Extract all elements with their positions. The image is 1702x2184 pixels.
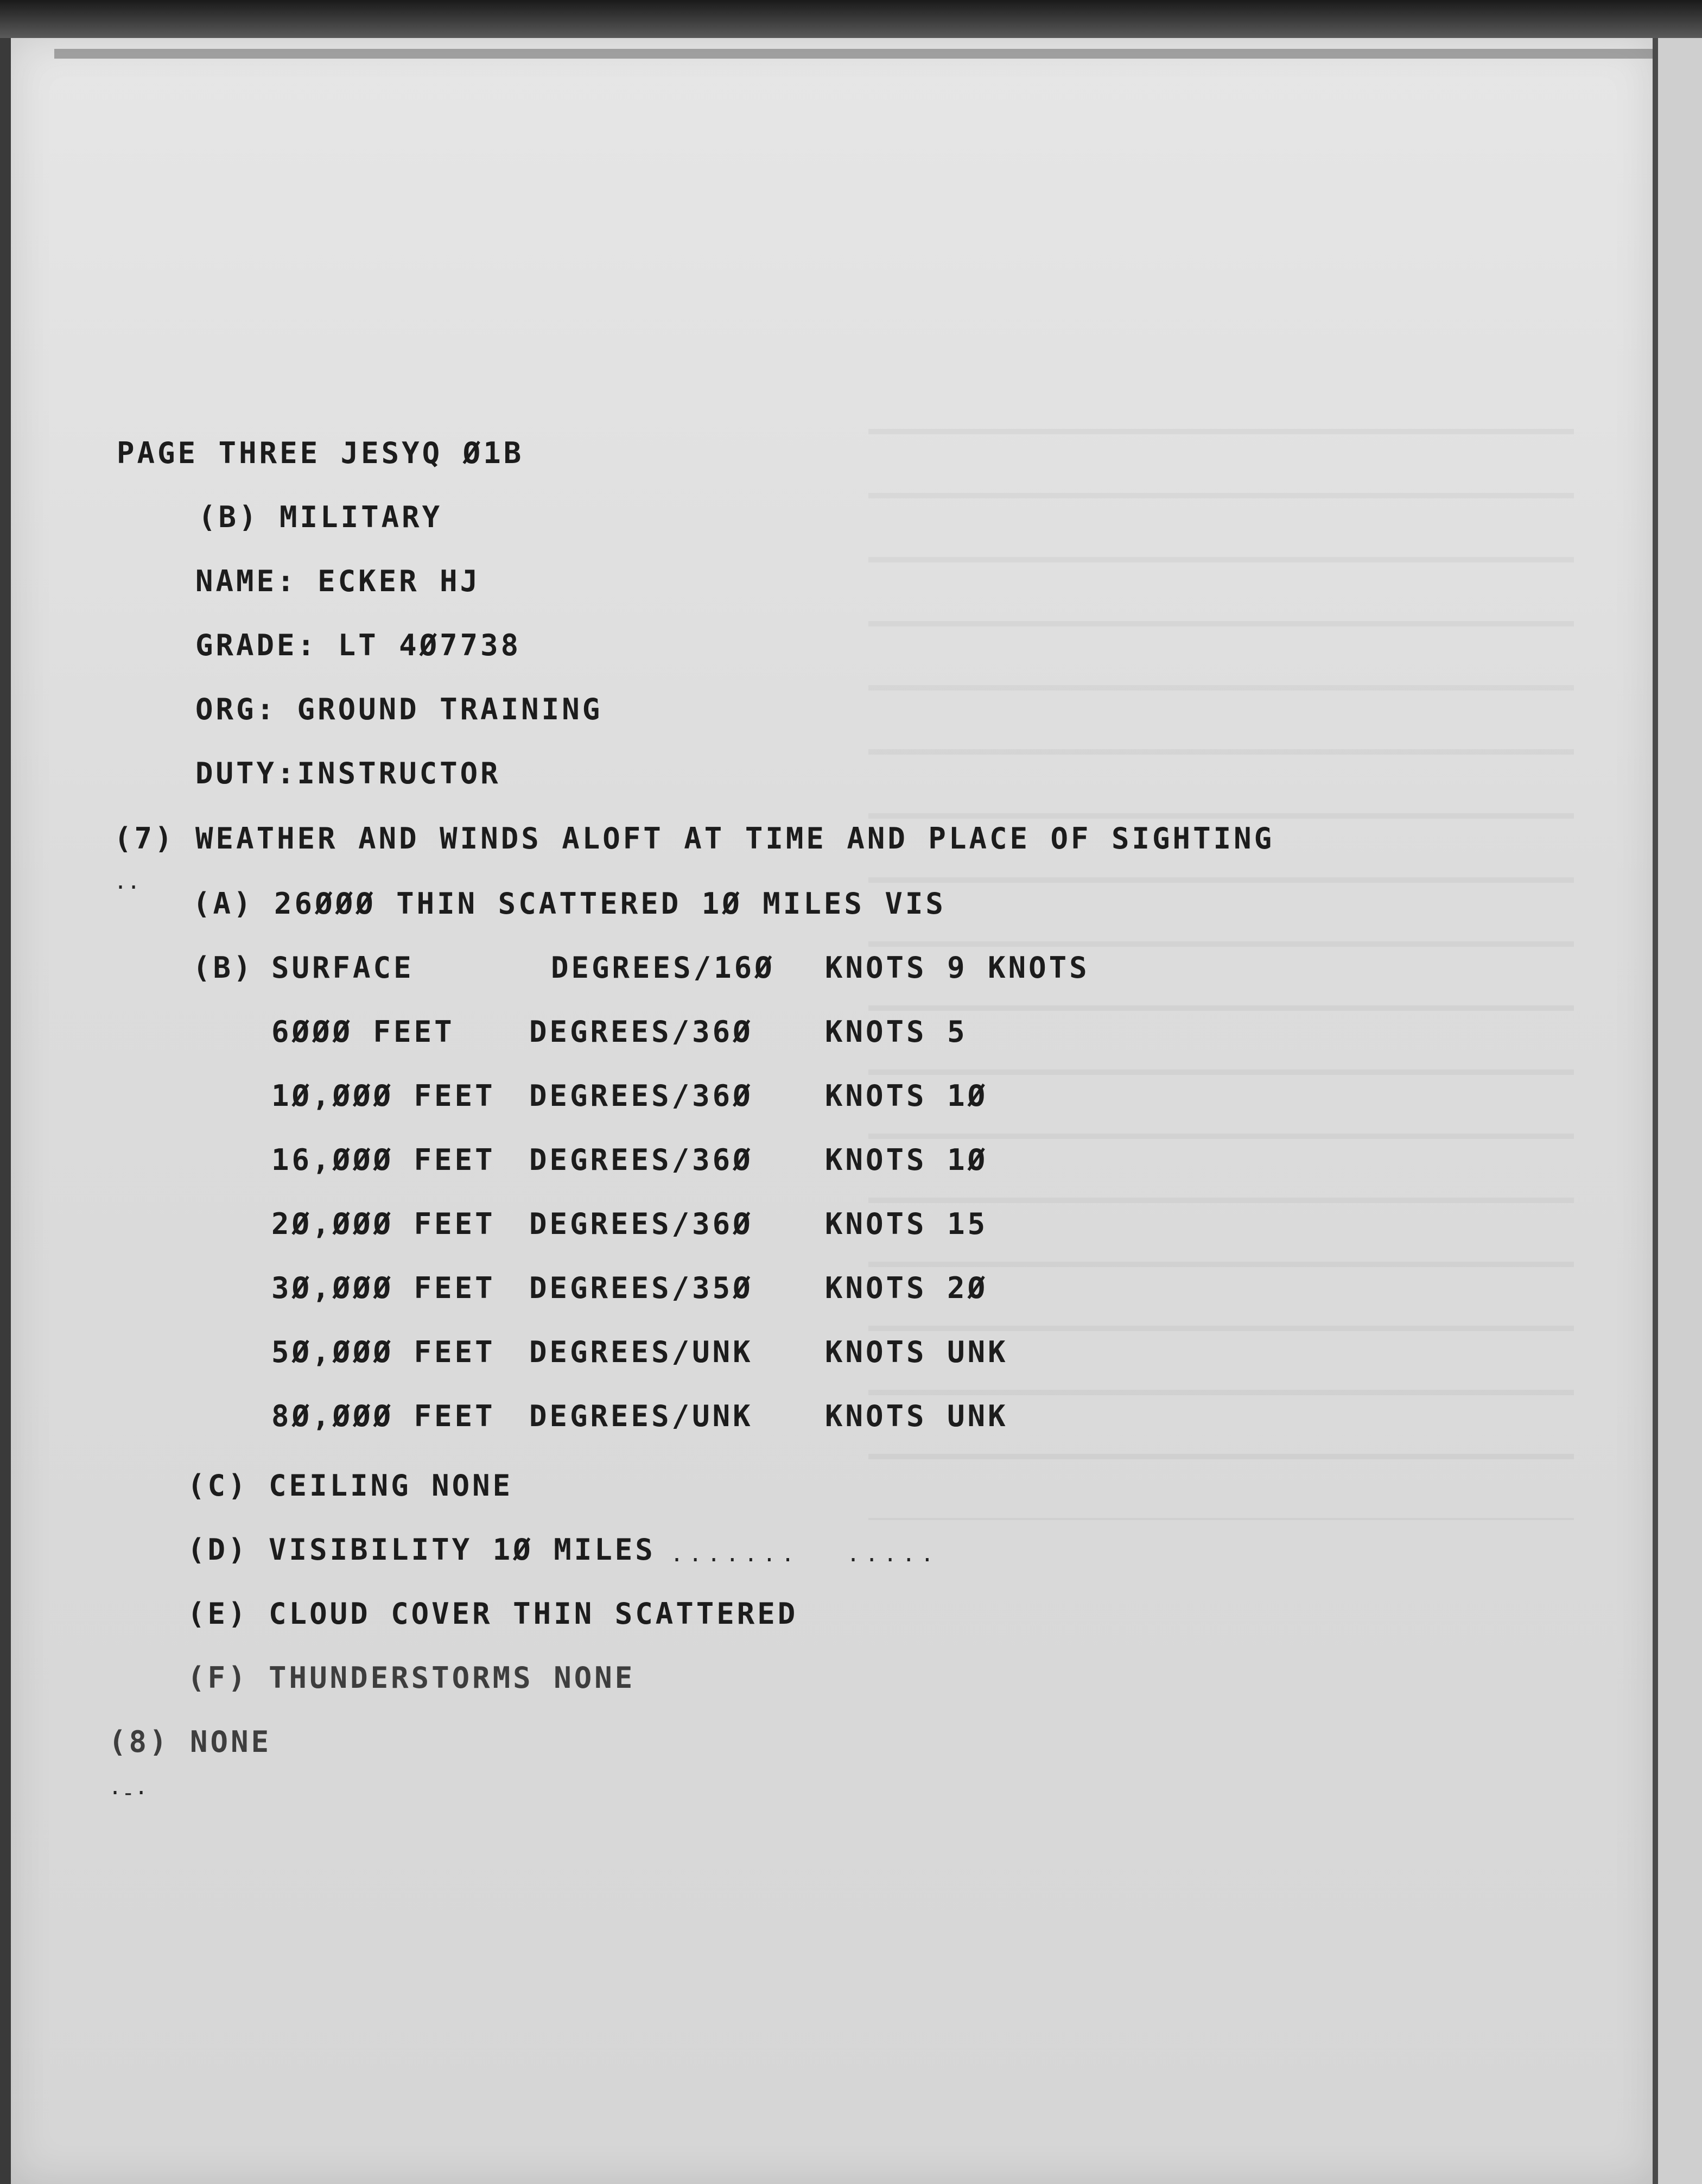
page-header: PAGE THREE JESYQ Ø1B	[117, 436, 524, 470]
paper-right-edge	[1653, 38, 1658, 2184]
winds-speed: KNOTS 1Ø	[825, 1079, 988, 1113]
winds-direction: DEGREES/16Ø	[551, 951, 775, 985]
winds-altitude: 8Ø,ØØØ FEET	[271, 1399, 496, 1433]
margin-tick: ··	[114, 875, 141, 900]
winds-speed: KNOTS 5	[825, 1015, 968, 1049]
winds-altitude: 1Ø,ØØØ FEET	[271, 1079, 496, 1113]
item-8: (8) NONE	[109, 1725, 272, 1759]
winds-speed: KNOTS 2Ø	[825, 1271, 988, 1305]
name-line: NAME: ECKER HJ	[195, 564, 481, 598]
dotted-leader: .......	[670, 1542, 800, 1567]
grade-line: GRADE: LT 4Ø7738	[195, 628, 522, 662]
winds-speed: KNOTS 9 KNOTS	[825, 951, 1090, 985]
weather-item-f: (F) THUNDERSTORMS NONE	[187, 1661, 636, 1695]
winds-altitude: 16,ØØØ FEET	[271, 1143, 496, 1177]
dotted-leader-2: .....	[847, 1542, 939, 1567]
weather-item-c: (C) CEILING NONE	[187, 1468, 513, 1503]
winds-altitude: 5Ø,ØØØ FEET	[271, 1335, 496, 1369]
winds-speed: KNOTS UNK	[825, 1335, 1008, 1369]
winds-direction: DEGREES/36Ø	[529, 1015, 753, 1049]
winds-speed: KNOTS 1Ø	[825, 1143, 988, 1177]
winds-direction: DEGREES/36Ø	[529, 1079, 753, 1113]
winds-direction: DEGREES/35Ø	[529, 1271, 753, 1305]
winds-direction: DEGREES/36Ø	[529, 1207, 753, 1241]
scan-top-strip	[54, 49, 1655, 59]
org-line: ORG: GROUND TRAINING	[195, 692, 603, 726]
winds-direction: DEGREES/36Ø	[529, 1143, 753, 1177]
weather-item-a: (A) 26ØØØ THIN SCATTERED 1Ø MILES VIS	[193, 887, 946, 921]
duty-line: DUTY:INSTRUCTOR	[195, 756, 501, 790]
winds-speed: KNOTS UNK	[825, 1399, 1008, 1433]
winds-altitude: SURFACE	[271, 951, 414, 985]
margin-tick: ·-·	[109, 1781, 148, 1806]
scan-top-border	[0, 0, 1702, 38]
scan-right-margin	[1658, 38, 1702, 2184]
military-label: (B) MILITARY	[198, 500, 443, 534]
winds-label: (B)	[193, 951, 254, 985]
winds-speed: KNOTS 15	[825, 1207, 988, 1241]
weather-item-d: (D) VISIBILITY 1Ø MILES	[187, 1533, 656, 1567]
winds-altitude: 2Ø,ØØØ FEET	[271, 1207, 496, 1241]
winds-direction: DEGREES/UNK	[529, 1335, 753, 1369]
winds-altitude: 6ØØØ FEET	[271, 1015, 455, 1049]
winds-altitude: 3Ø,ØØØ FEET	[271, 1271, 496, 1305]
weather-heading: (7) WEATHER AND WINDS ALOFT AT TIME AND PLACE OF SIGHTING	[114, 821, 1275, 856]
weather-item-e: (E) CLOUD COVER THIN SCATTERED	[187, 1597, 798, 1631]
winds-direction: DEGREES/UNK	[529, 1399, 753, 1433]
